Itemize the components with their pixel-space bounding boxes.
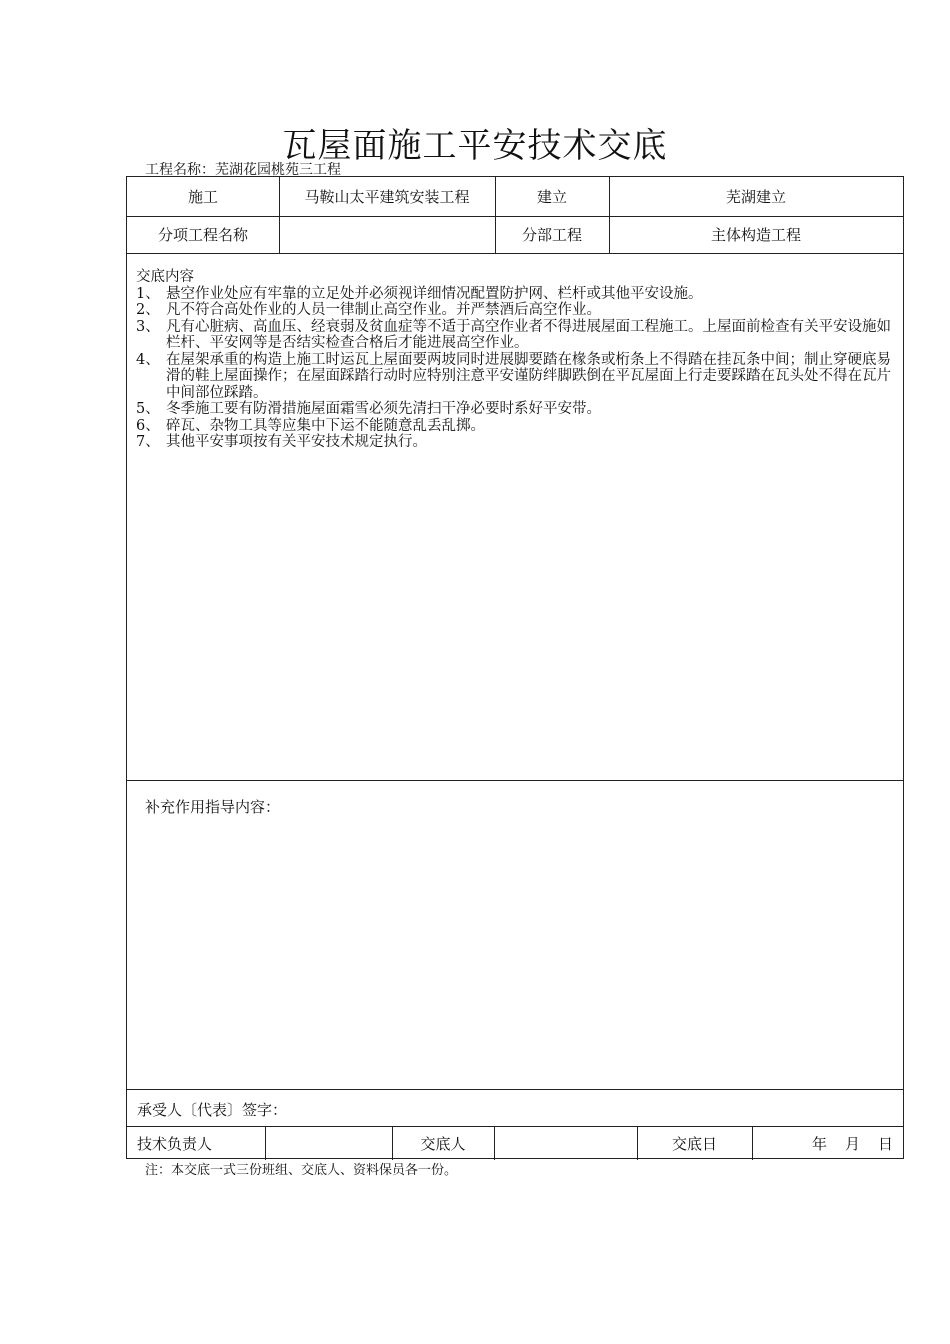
content-heading: 交底内容	[136, 269, 194, 285]
supervisor-company: 芜湖建立	[725, 188, 786, 206]
date-month: 月	[844, 1134, 860, 1153]
signature-label: 承受人〔代表〕签字：	[137, 1101, 288, 1119]
supplement-label: 补充作用指导内容：	[145, 798, 281, 816]
division-value: 主体构造工程	[710, 226, 801, 244]
row-divider	[127, 1089, 903, 1090]
item-text: 其他平安事项按有关平安技术规定执行。	[166, 434, 427, 450]
item-text: 碎瓦、杂物工具等应集中下运不能随意乱丢乱掷。	[166, 417, 485, 434]
row-divider	[127, 780, 903, 781]
date-label: 交底日	[671, 1134, 717, 1153]
list-item	[136, 319, 896, 352]
project-name: 工程名称：芜湖花园桃苑三工程	[145, 162, 341, 178]
construction-company: 马鞍山太平建筑安装工程	[304, 188, 470, 206]
list-item	[136, 302, 896, 319]
sub-item-label: 分项工程名称	[157, 226, 248, 244]
date-day: 日	[877, 1134, 893, 1153]
sub-item-value	[279, 216, 495, 253]
list-item	[136, 418, 896, 435]
date-field[interactable]	[752, 1126, 903, 1160]
tech-lead-label: 技术负责人	[137, 1134, 213, 1153]
item-number: 6、	[136, 417, 160, 434]
list-item	[136, 352, 896, 402]
supervisor-label: 建立	[536, 188, 567, 206]
list-item	[136, 286, 896, 303]
item-text: 悬空作业处应有牢靠的立足处并必须视详细情况配置防护网、栏杆或其他平安设施。	[166, 285, 703, 302]
item-number: 5、	[136, 401, 160, 417]
item-text: 冬季施工要有防滑措施屋面霜雪必须先清扫干净必要时系好平安带。	[166, 401, 601, 417]
item-text: 凡有心脏病、高血压、经衰弱及贫血症等不适于高空作业者不得进展屋面工程施工。上屋面前检查有关平安设施如栏杆、平安网等是否结实检查合格后才能进展高空作业。	[166, 318, 891, 351]
document-title: 瓦屋面施工平安技术交底	[282, 126, 668, 166]
row-divider	[127, 253, 903, 254]
item-number: 3、	[136, 318, 160, 335]
presenter-field[interactable]	[494, 1126, 637, 1160]
item-text: 在屋架承重的构造上施工时运瓦上屋面要两坡同时进展脚要踏在椽条或桁条上不得踏在挂瓦条中间；制止穿硬底易滑的鞋上屋面操作；在屋面踩踏行动时应特别注意平安谨防绊脚跌倒在平瓦屋面上行走要踩踏在瓦头处不得在瓦片中间部位踩踏。	[166, 351, 891, 401]
list-item	[136, 434, 896, 451]
item-number: 1、	[136, 285, 160, 302]
presenter-label: 交底人	[420, 1134, 466, 1153]
construction-label: 施工	[187, 188, 218, 206]
tech-lead-field[interactable]	[265, 1126, 392, 1160]
list-item	[136, 401, 896, 418]
division-label: 分部工程	[521, 226, 582, 244]
item-number: 2、	[136, 302, 160, 318]
item-number: 7、	[136, 434, 160, 450]
date-year: 年	[811, 1134, 827, 1153]
handover-form	[126, 176, 904, 1159]
footnote: 注：本交底一式三份班组、交底人、资料保员各一份。	[145, 1163, 458, 1178]
item-number: 4、	[136, 351, 160, 368]
handover-content	[136, 269, 896, 451]
item-text: 凡不符合高处作业的人员一律制止高空作业。并严禁酒后高空作业。	[166, 302, 601, 318]
